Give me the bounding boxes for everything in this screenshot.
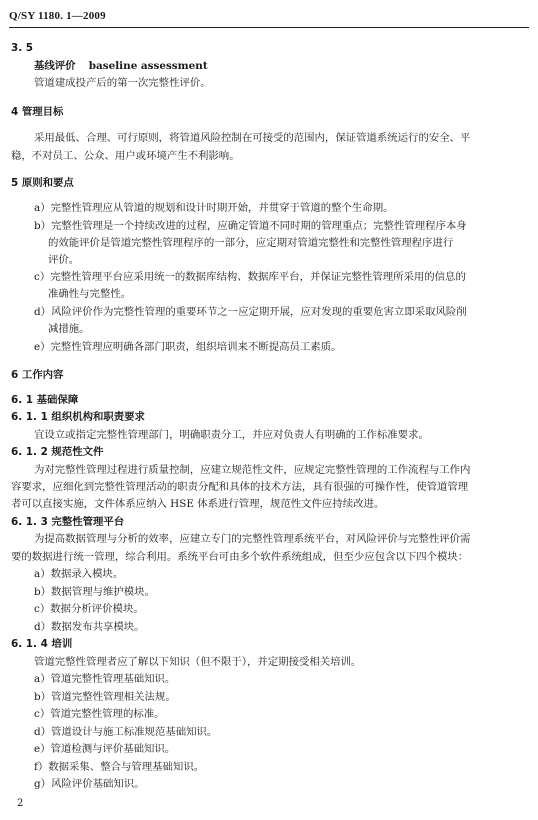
- subsection-6-1-3-heading: 6. 1. 3 完整性管理平台: [11, 516, 125, 528]
- list-item-continuation: 准确性与完整性。: [48, 288, 132, 300]
- list-item: b）数据管理与维护模块。: [34, 586, 155, 598]
- paragraph-line: 者可以直接实施，文件体系应纳入 HSE 体系进行管理，规范性文件应持续改进。: [11, 498, 385, 510]
- list-item: e）管道检测与评价基础知识。: [34, 743, 176, 755]
- list-item: c）管道完整性管理的标准。: [34, 708, 165, 720]
- list-item: f）数据采集、整合与管理基础知识。: [34, 761, 205, 773]
- list-item: d）数据发布共享模块。: [34, 621, 145, 633]
- list-item: b）管道完整性管理相关法规。: [34, 691, 176, 703]
- list-item: a）管道完整性管理基础知识。: [34, 673, 176, 685]
- term-definition: 管道建成投产后的第一次完整性评价。: [34, 77, 211, 89]
- subsection-6-1-heading: 6. 1 基础保障: [11, 394, 79, 406]
- section-4-heading: 4 管理目标: [11, 106, 64, 118]
- page-number: 2: [17, 798, 24, 809]
- list-item: d）风险评价作为完整性管理的重要环节之一应定期开展，应对发现的重要危害立即采取风险削: [34, 306, 467, 318]
- term-chinese: 基线评价: [34, 60, 76, 72]
- term-english: baseline assessment: [88, 60, 208, 72]
- paragraph-line: 要的数据进行统一管理，综合利用。系统平台可由多个软件系统组成，但至少应包含以下四个模块：: [11, 551, 469, 563]
- section-4-paragraph-line: 采用最低、合理、可行原则，将管道风险控制在可接受的范围内，保证管道系统运行的安全、平: [34, 132, 471, 144]
- section-4-paragraph-line: 稳，不对员工、公众、用户或环境产生不利影响。: [11, 150, 240, 162]
- section-6-heading: 6 工作内容: [11, 369, 64, 381]
- list-item: g）风险评价基础知识。: [34, 778, 145, 790]
- subsection-6-1-2-heading: 6. 1. 2 规范性文件: [11, 446, 104, 458]
- list-item: c）数据分析评价模块。: [34, 603, 144, 615]
- paragraph-line: 为对完整性管理过程进行质量控制，应建立规范性文件，应规定完整性管理的工作流程与工作内: [34, 464, 471, 476]
- list-item: a）完整性管理应从管道的规划和设计时期开始，并贯穿于管道的整个生命期。: [34, 202, 394, 214]
- list-item-continuation: 减措施。: [48, 323, 90, 335]
- list-item-continuation: 评价。: [48, 254, 80, 266]
- list-item: e）完整性管理应明确各部门职责，组织培训来不断提高员工素质。: [34, 341, 342, 353]
- paragraph-line: 为提高数据管理与分析的效率，应建立专门的完整性管理系统平台，对风险评价与完整性评价需: [34, 533, 471, 545]
- header-rule: [9, 27, 529, 28]
- paragraph-line: 管道完整性管理者应了解以下知识（但不限于），并定期接受相关培训。: [34, 656, 362, 668]
- section-5-heading: 5 原则和要点: [11, 177, 74, 189]
- paragraph-line: 宜设立或指定完整性管理部门，明确职责分工，并应对负责人有明确的工作标准要求。: [34, 429, 429, 441]
- section-3-5-number: 3. 5: [11, 42, 34, 54]
- list-item: a）数据录入模块。: [34, 568, 124, 580]
- standard-number: Q/SY 1180. 1—2009: [9, 10, 106, 22]
- list-item-continuation: 的效能评价是管道完整性管理程序的一部分，应定期对管道完整性和完整性管理程序进行: [48, 237, 454, 249]
- subsection-6-1-1-heading: 6. 1. 1 组织机构和职责要求: [11, 411, 145, 423]
- paragraph-line: 容要求，应细化到完整性管理活动的职责分配和具体的技术方法，具有很强的可操作性，使管道管理: [11, 481, 469, 493]
- term-entry: [34, 59, 208, 73]
- list-item: c）完整性管理平台应采用统一的数据库结构、数据库平台，并保证完整性管理所采用的信息的: [34, 271, 466, 283]
- subsection-6-1-4-heading: 6. 1. 4 培训: [11, 638, 73, 650]
- list-item: b）完整性管理是一个持续改进的过程，应确定管道不同时期的管理重点；完整性管理程序本身: [34, 220, 467, 232]
- list-item: d）管道设计与施工标准规范基础知识。: [34, 726, 218, 738]
